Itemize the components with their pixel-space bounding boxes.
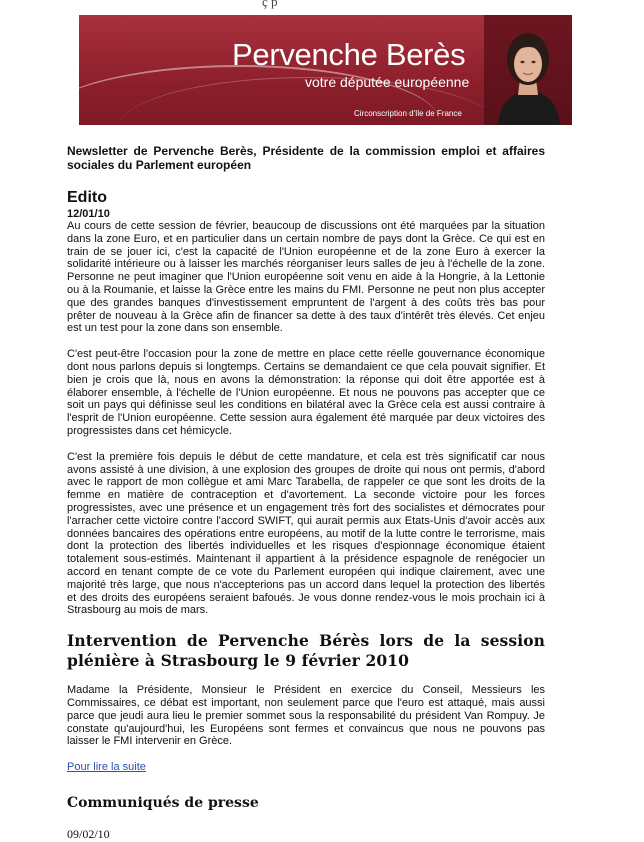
cropped-top-text: ç p xyxy=(262,0,278,9)
edito-paragraph-1: Au cours de cette session de février, beaucoup de discussions ont été marquées par la situation dans la zone Euro, et en particulier dans un certain nombre de pays dont la Grèce. Ce qui est en train de se jouer ici, c'est la capacité de l'Union européenne et de la zone Euro à exercer la solidarité intérieure ou à laisser les marchés réorganiser leurs salles de jeu à l'échelle de la zone. Personne ne peut imaginer que l'Union européenne soit venu en aide à la Hongrie, à la Lettonie ou à la Roumanie, et laisse la Grèce entre les mains du FMI. Personne ne peut non plus accepter que des grandes banques d'investissement empruntent de l'argent à des coûts très bas pour prêter de nouveau à la Grèce afin de financer sa dette à des taux d'intérêt très élevés. Cet enjeu est un test pour la zone dans son ensemble. xyxy=(67,220,545,335)
newsletter-title: Newsletter de Pervenche Berès, Présidente de la commission emploi et affaires sociales du Parlement européen xyxy=(67,144,545,172)
banner-subtitle: votre députée européenne xyxy=(305,74,470,90)
banner-name: Pervenche Berès xyxy=(232,37,466,72)
read-more-link[interactable]: Pour lire la suite xyxy=(67,761,146,774)
newsletter-body xyxy=(67,144,545,842)
communiques-heading: Communiqués de presse xyxy=(67,795,259,812)
intervention-heading: Intervention de Pervenche Bérès lors de la session plénière à Strasbourg le 9 février 2010 xyxy=(67,631,545,671)
banner-constituency: Circonscription d'Ile de France xyxy=(354,109,462,118)
edito-paragraph-2: C'est peut-être l'occasion pour la zone de mettre en place cette réelle gouvernance économique dont nous parlons depuis si longtemps. Certains se demandaient ce que cela pouvait signifier. Et bien je crois que là, nous en avons la démonstration: la réponse qui doit être apportée est à élaborer ensemble, à l'échelle de l'Union européenne. Et nous ne pouvons pas accepter que ce soit un pays qui définisse seul les conditions en bilatéral avec la Grèce cela est aussi contraire à l'esprit de l'Union européenne. Cette session aura également été marquée par deux victoires des progressistes dans cet hémicycle. xyxy=(67,348,545,437)
portrait-photo xyxy=(484,15,572,125)
edito-date: 12/01/10 xyxy=(67,208,110,220)
edito-paragraph-3: C'est la première fois depuis le début de cette mandature, et cela est très significatif car nous avons assisté à une division, à une explosion des groupes de droite qui nous ont permis, d'abord avec le rapport de mon collègue et ami Marc Tarabella, de rappeler ce que sont les droits de la femme en matière de contraception et d'avortement. La seconde victoire pour les forces progressistes, avec une présence et un engagement très fort des socialistes et démocrates pour l'arracher cette victoire contre l'accord SWIFT, qui aurait permis aux Etats-Unis d'avoir accès aux données bancaires des opérations entre européens, au motif de la lutte contre le terrorisme, mais dont la protection des libertés individuelles et les risques d'espionnage économique étaient totalement sous-estimés. Maintenant il appartient à la présidence espagnole de renégocier un accord en tenant compte de ce vote du Parlement européen qui indique clairement, avec une majorité très large, que nous n'accepterions pas un accord dans lequel la protection des libertés et des droits des européens seraient bafoués. Je vous donne rendez-vous le mois prochain ici à Strasbourg au mois de mars. xyxy=(67,450,545,617)
header-banner xyxy=(79,15,572,125)
edito-heading: Edito xyxy=(67,189,107,206)
communiques-date: 09/02/10 xyxy=(67,827,110,842)
intervention-paragraph: Madame la Présidente, Monsieur le Président en exercice du Conseil, Messieurs les Commissaires, ce débat est important, non seulement parce que l'euro est attaqué, mais aussi parce que jeudi aura lieu le premier sommet sous la responsabilité du président Van Rompuy. Je constate qu'aujourd'hui, les Européens sont fermes et convaincus que nous ne pouvons pas laisser le FMI intervenir en Grèce. xyxy=(67,684,545,748)
